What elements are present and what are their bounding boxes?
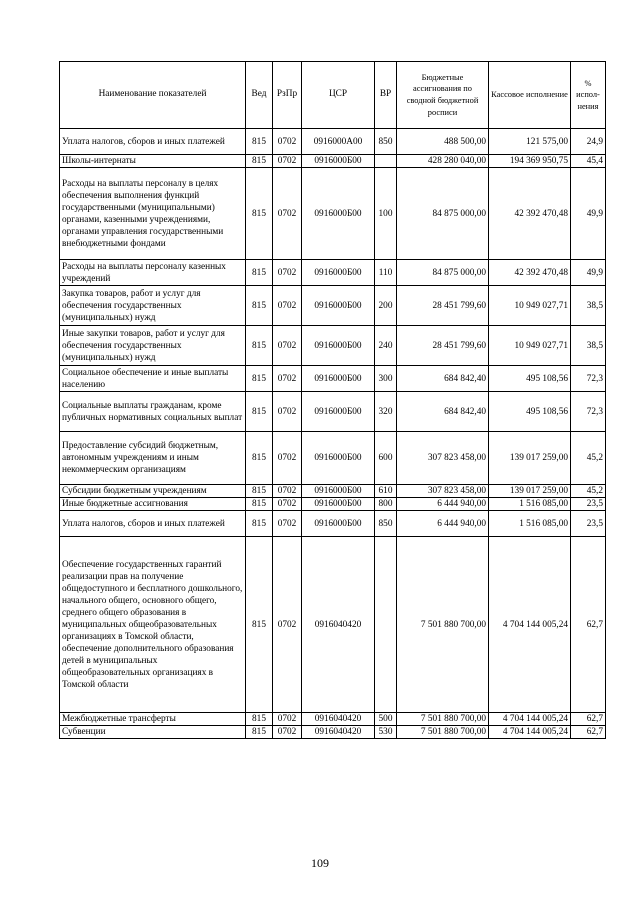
row-cash: 4 704 144 005,24: [489, 537, 571, 713]
row-name: Обеспечение государственных гарантий реализации прав на получение общедоступного и бесплатного дошкольного, начального общего, основного общего, среднего общего образования в муниципальных общеобразовательных организациях в Томской области, обеспечение дополнительного образования детей в муниципальных общеобразовательных организациях в Томской области: [60, 537, 246, 713]
row-csr: 0916040420: [302, 726, 375, 739]
row-rzpr: 0702: [273, 168, 302, 260]
row-rzpr: 0702: [273, 713, 302, 726]
table-row: [60, 260, 606, 286]
row-rzpr: 0702: [273, 392, 302, 432]
row-ved: 815: [246, 498, 273, 511]
row-name: Субсидии бюджетным учреждениям: [60, 485, 246, 498]
row-name: Иные бюджетные ассигнования: [60, 498, 246, 511]
budget-execution-table: [59, 61, 606, 739]
row-vr: 200: [375, 286, 397, 326]
row-vr: 850: [375, 129, 397, 155]
page-number: 109: [311, 856, 329, 870]
row-name: Школы-интернаты: [60, 155, 246, 168]
row-name: Расходы на выплаты персоналу казенных учреждений: [60, 260, 246, 286]
row-percent: 49,9: [571, 260, 606, 286]
row-cash: 1 516 085,00: [489, 498, 571, 511]
col-header-rzpr: РзПр: [273, 62, 302, 129]
row-percent: 38,5: [571, 286, 606, 326]
row-ved: 815: [246, 726, 273, 739]
row-budget: 6 444 940,00: [397, 511, 489, 537]
row-cash: 139 017 259,00: [489, 485, 571, 498]
row-ved: 815: [246, 511, 273, 537]
table-header-row: [60, 62, 606, 129]
row-percent: 45,2: [571, 432, 606, 485]
row-rzpr: 0702: [273, 286, 302, 326]
row-ved: 815: [246, 168, 273, 260]
row-vr: 300: [375, 366, 397, 392]
table-row: [60, 366, 606, 392]
row-name: Предоставление субсидий бюджетным, автономным учреждениям и иным некоммерческим организациям: [60, 432, 246, 485]
row-percent: 38,5: [571, 326, 606, 366]
row-percent: 45,2: [571, 485, 606, 498]
row-percent: 62,7: [571, 726, 606, 739]
table-row: [60, 155, 606, 168]
row-ved: 815: [246, 326, 273, 366]
row-budget: 28 451 799,60: [397, 326, 489, 366]
row-name: Расходы на выплаты персоналу в целях обеспечения выполнения функций государственными (муниципальными) органами, казенными учреждениями, органами управления государственными внебюджетными фондами: [60, 168, 246, 260]
row-csr: 0916040420: [302, 537, 375, 713]
col-header-percent: % испол-нения: [571, 62, 606, 129]
row-vr: 110: [375, 260, 397, 286]
row-cash: 495 108,56: [489, 392, 571, 432]
row-rzpr: 0702: [273, 366, 302, 392]
col-header-csr: ЦСР: [302, 62, 375, 129]
row-csr: 0916000Б00: [302, 286, 375, 326]
row-budget: 7 501 880 700,00: [397, 537, 489, 713]
row-ved: 815: [246, 392, 273, 432]
table-row: [60, 392, 606, 432]
row-cash: 10 949 027,71: [489, 326, 571, 366]
row-cash: 121 575,00: [489, 129, 571, 155]
row-name: Закупка товаров, работ и услуг для обеспечения государственных (муниципальных) нужд: [60, 286, 246, 326]
row-ved: 815: [246, 366, 273, 392]
row-rzpr: 0702: [273, 432, 302, 485]
row-rzpr: 0702: [273, 498, 302, 511]
row-percent: 49,9: [571, 168, 606, 260]
row-budget: 428 280 040,00: [397, 155, 489, 168]
table-row: [60, 432, 606, 485]
row-percent: 23,5: [571, 498, 606, 511]
row-csr: 0916000Б00: [302, 366, 375, 392]
row-name: Иные закупки товаров, работ и услуг для обеспечения государственных (муниципальных) нужд: [60, 326, 246, 366]
row-budget: 684 842,40: [397, 366, 489, 392]
row-cash: 4 704 144 005,24: [489, 726, 571, 739]
row-rzpr: 0702: [273, 326, 302, 366]
row-rzpr: 0702: [273, 537, 302, 713]
row-csr: 0916000А00: [302, 129, 375, 155]
row-budget: 84 875 000,00: [397, 260, 489, 286]
row-percent: 24,9: [571, 129, 606, 155]
row-percent: 72,3: [571, 366, 606, 392]
table-row: [60, 726, 606, 739]
row-ved: 815: [246, 432, 273, 485]
table-row: [60, 537, 606, 713]
table-row: [60, 168, 606, 260]
row-vr: 320: [375, 392, 397, 432]
row-budget: 307 823 458,00: [397, 485, 489, 498]
row-rzpr: 0702: [273, 485, 302, 498]
table-row: [60, 713, 606, 726]
row-percent: 45,4: [571, 155, 606, 168]
row-csr: 0916000Б00: [302, 392, 375, 432]
row-cash: 139 017 259,00: [489, 432, 571, 485]
table-row: [60, 286, 606, 326]
row-budget: 307 823 458,00: [397, 432, 489, 485]
row-percent: 62,7: [571, 537, 606, 713]
row-name: Уплата налогов, сборов и иных платежей: [60, 129, 246, 155]
row-budget: 7 501 880 700,00: [397, 713, 489, 726]
row-rzpr: 0702: [273, 260, 302, 286]
row-ved: 815: [246, 155, 273, 168]
row-vr: 800: [375, 498, 397, 511]
row-name: Межбюджетные трансферты: [60, 713, 246, 726]
row-percent: 62,7: [571, 713, 606, 726]
row-ved: 815: [246, 286, 273, 326]
row-csr: 0916000Б00: [302, 168, 375, 260]
row-rzpr: 0702: [273, 511, 302, 537]
row-name: Субвенции: [60, 726, 246, 739]
col-header-cash: Кассовое исполнение: [489, 62, 571, 129]
row-name: Уплата налогов, сборов и иных платежей: [60, 511, 246, 537]
row-cash: 495 108,56: [489, 366, 571, 392]
row-vr: 850: [375, 511, 397, 537]
row-cash: 194 369 950,75: [489, 155, 571, 168]
row-budget: 6 444 940,00: [397, 498, 489, 511]
row-vr: 600: [375, 432, 397, 485]
row-name: Социальные выплаты гражданам, кроме публичных нормативных социальных выплат: [60, 392, 246, 432]
row-csr: 0916000Б00: [302, 498, 375, 511]
row-cash: 42 392 470,48: [489, 260, 571, 286]
row-csr: 0916000Б00: [302, 155, 375, 168]
row-vr: 500: [375, 713, 397, 726]
row-ved: 815: [246, 537, 273, 713]
table-row: [60, 511, 606, 537]
row-ved: 815: [246, 713, 273, 726]
row-name: Социальное обеспечение и иные выплаты населению: [60, 366, 246, 392]
row-csr: 0916000Б00: [302, 432, 375, 485]
row-percent: 23,5: [571, 511, 606, 537]
row-vr: 240: [375, 326, 397, 366]
row-budget: 84 875 000,00: [397, 168, 489, 260]
table-row: [60, 326, 606, 366]
row-csr: 0916000Б00: [302, 326, 375, 366]
row-cash: 42 392 470,48: [489, 168, 571, 260]
row-csr: 0916040420: [302, 713, 375, 726]
row-percent: 72,3: [571, 392, 606, 432]
col-header-budget: Бюджетные ассигнования по сводной бюджетной росписи: [397, 62, 489, 129]
row-ved: 815: [246, 129, 273, 155]
row-rzpr: 0702: [273, 155, 302, 168]
row-csr: 0916000Б00: [302, 511, 375, 537]
row-cash: 10 949 027,71: [489, 286, 571, 326]
col-header-vr: ВР: [375, 62, 397, 129]
table-row: [60, 129, 606, 155]
row-budget: 684 842,40: [397, 392, 489, 432]
row-rzpr: 0702: [273, 726, 302, 739]
row-budget: 488 500,00: [397, 129, 489, 155]
row-budget: 28 451 799,60: [397, 286, 489, 326]
row-ved: 815: [246, 485, 273, 498]
row-vr: 610: [375, 485, 397, 498]
col-header-ved: Вед: [246, 62, 273, 129]
table-row: [60, 498, 606, 511]
row-vr: [375, 155, 397, 168]
row-cash: 4 704 144 005,24: [489, 713, 571, 726]
row-vr: 100: [375, 168, 397, 260]
table-row: [60, 485, 606, 498]
row-vr: [375, 537, 397, 713]
row-csr: 0916000Б00: [302, 485, 375, 498]
row-csr: 0916000Б00: [302, 260, 375, 286]
col-header-name: Наименование показателей: [60, 62, 246, 129]
row-vr: 530: [375, 726, 397, 739]
row-cash: 1 516 085,00: [489, 511, 571, 537]
row-ved: 815: [246, 260, 273, 286]
row-budget: 7 501 880 700,00: [397, 726, 489, 739]
row-rzpr: 0702: [273, 129, 302, 155]
